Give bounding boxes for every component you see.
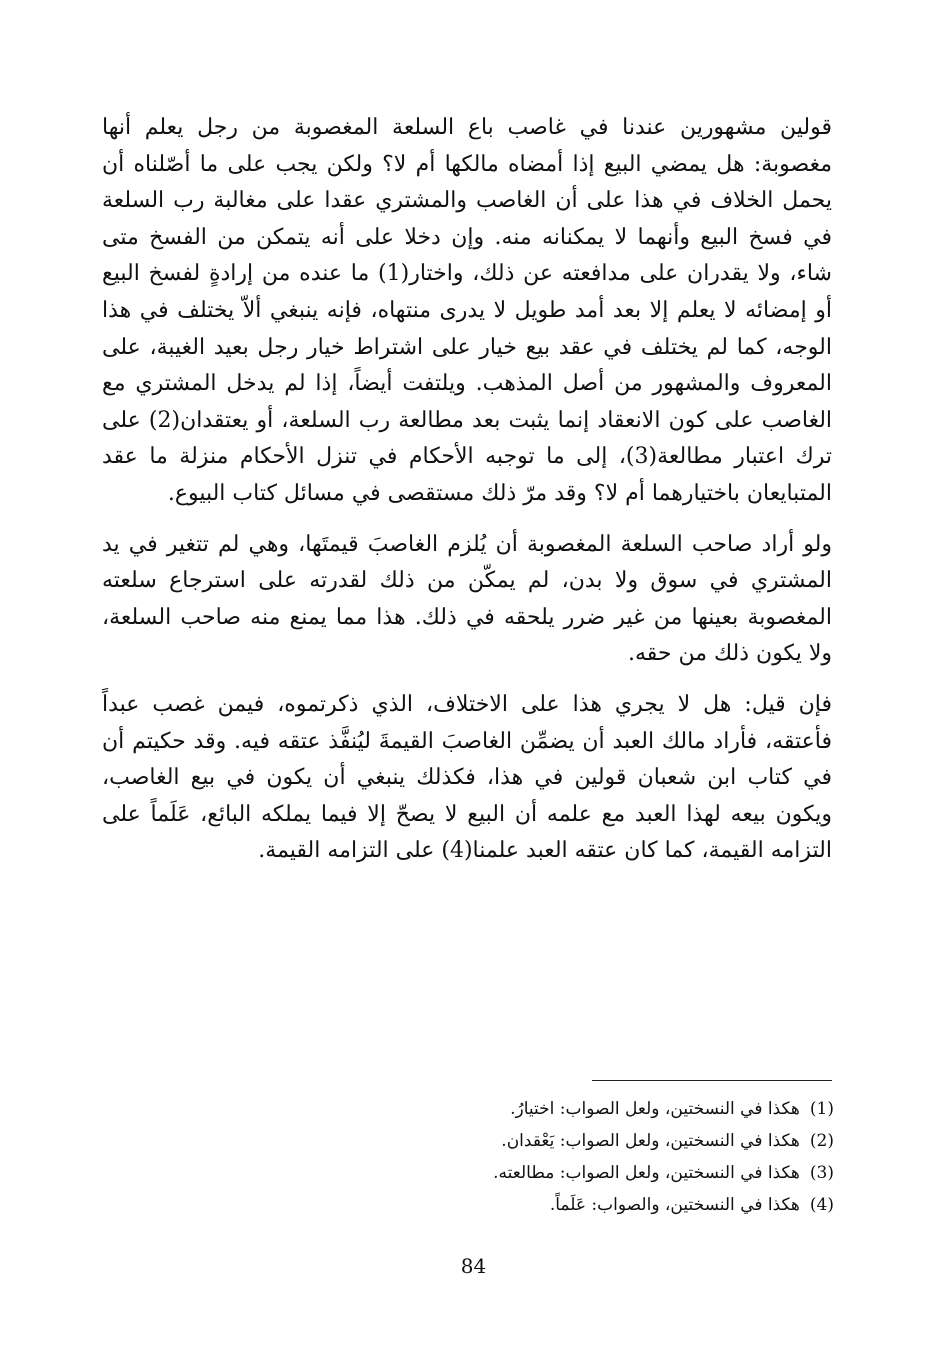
paragraph-1: قولين مشهورين عندنا في غاصب باع السلعة المغصوبة من رجل يعلم أنها مغصوبة: هل يمضي البيع إذا أمضاه مالكها أم لا؟ ولكن يجب على ما أصّلناه أن يحمل الخلاف في هذا على أن الغاصب والمشتري عقدا على مغالبة رب السلعة في فسخ البيع وأنهما لا يمكنانه منه. وإن دخلا على أنه يتمكن من الفسخ متى شاء، ولا يقدران على مدافعته عن ذلك، واختار(1) ما عنده من إرادةٍ لفسخ البيع أو إمضائه لا يعلم إلا بعد أمد طويل لا يدرى منتهاه، فإنه ينبغي ألاّ يختلف في هذا الوجه، كما لم يختلف في عقد بيع خيار على اشتراط خيار رجل بعيد الغيبة، على المعروف والمشهور من أصل المذهب. ويلتفت أيضاً، إذا لم يدخل المشتري مع الغاصب على كون الانعقاد إنما يثبت بعد مطالعة رب السلعة، أو يعتقدان(2) على ترك اعتبار مطالعة(3)، إلى ما توجبه الأحكام في تنزل الأحكام منزلة ما عقد المتبايعان باختيارهما أم لا؟ وقد مرّ ذلك مستقصى في مسائل كتاب البيوع. [102, 115, 833, 506]
footnote-divider [592, 1080, 832, 1081]
main-text [102, 110, 832, 870]
footnote-1 [354, 1093, 834, 1125]
page-number: 84 [460, 1254, 487, 1278]
paragraph-3: فإن قيل: هل لا يجري هذا على الاختلاف، الذي ذكرتموه، فيمن غصب عبداً فأعتقه، فأراد مالك العبد أن يضمِّن الغاصبَ القيمةَ ليُنفَّذ عتقه فيه. وقد حكيتم أن في كتاب ابن شعبان قولين في هذا، فكذلك ينبغي أن يكون في بيع الغاصب، ويكون بيعه لهذا العبد مع علمه أن البيع لا يصحّ إلا فيما يملكه البائع، عَلَماً على التزامه القيمة، كما كان عتقه العبد علمنا(4) على التزامه القيمة. [102, 691, 832, 864]
footnote-number: (3) [809, 1163, 834, 1183]
footnote-text: هكذا في النسختين، ولعل الصواب: مطالعته. [493, 1163, 800, 1183]
footnotes [354, 1093, 834, 1221]
footnote-4 [354, 1189, 834, 1221]
footnote-number: (4) [809, 1195, 834, 1215]
footnote-3 [354, 1157, 834, 1189]
footnote-text: هكذا في النسختين، ولعل الصواب: اختيارُ. [510, 1099, 800, 1119]
footnote-number: (2) [809, 1131, 834, 1151]
footnote-2 [354, 1125, 834, 1157]
footnote-number: (1) [809, 1099, 834, 1119]
footnote-text: هكذا في النسختين، ولعل الصواب: يَعْقدان. [501, 1131, 800, 1151]
footnote-text: هكذا في النسختين، والصواب: عَلَماً. [549, 1195, 800, 1215]
paragraph-2: ولو أراد صاحب السلعة المغصوبة أن يُلزم الغاصبَ قيمتَها، وهي لم تتغير في يد المشتري في سوق ولا بدن، لم يمكّن من ذلك لقدرته على استرجاع سلعته المغصوبة بعينها من غير ضرر يلحقه في ذلك. هذا مما يمنع منه صاحب السلعة، ولا يكون ذلك من حقه. [102, 531, 832, 667]
